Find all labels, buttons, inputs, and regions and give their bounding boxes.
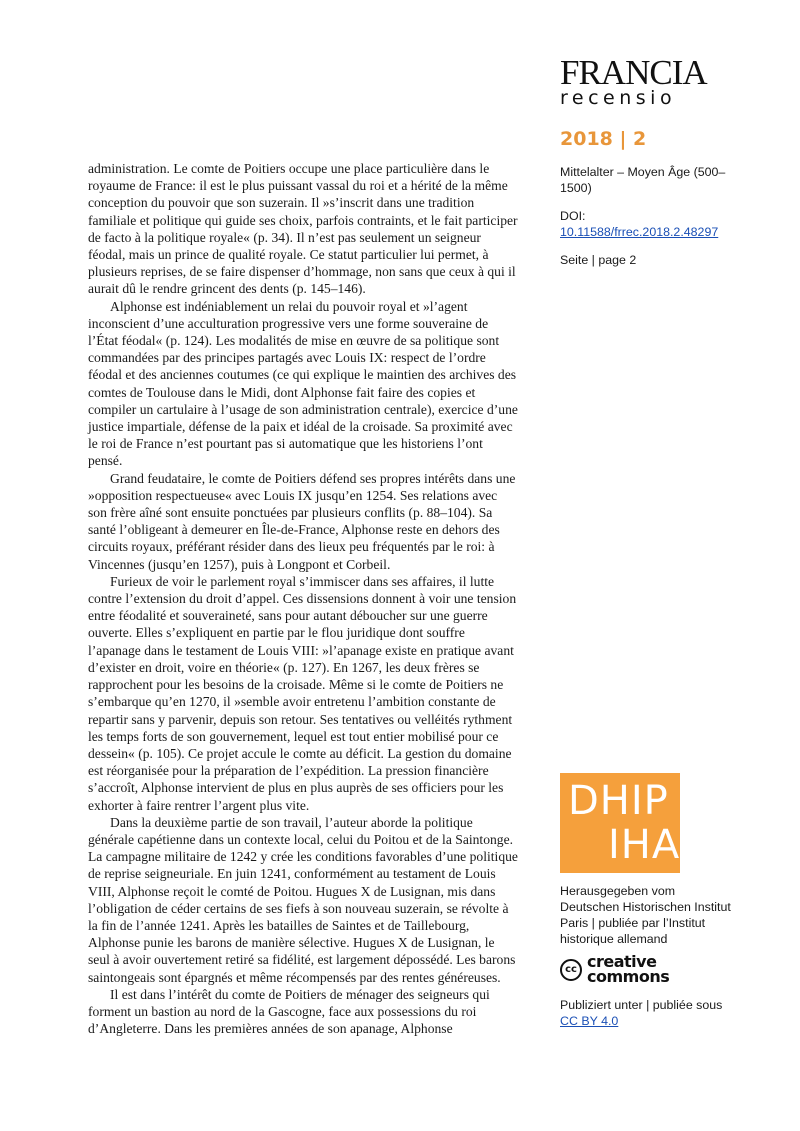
paragraph: Furieux de voir le parlement royal s’immiscer dans ses affaires, il lutte contre l’extension du droit d’appel. Ces dissensions donnent à voir une tension entre féodalité et souveraineté, sans pour autant déboucher sur une guerre ouverte. Elles s’expliquent en partie par le flou juridique dont souffre l’apanage dans le testament de Louis VIII: »l’apanage existe en pratique avant d’exister en droit, voire en théorie« (p. 127). En 1267, les deux frères se rapprochent pour les besoins de la croisade. Même si le comte de Poitiers ne s’embarque qu’en 1270, il »semble avoir entretenu l’ambition constante de repartir sans y parvenir, depuis son retour. Ses tentatives ou velléités rythment les temps forts de son gouvernement, lequel est tout entier mobilisé pour ce dessein« (p. 105). Ce projet accule le comte au déficit. La gestion du domaine est réorganisée pour la préparation de l’expédition. La pression financière s’accroît, Alphonse intervient de plus en plus auprès de ses officiers pour les exhorter à faire rentrer l’argent plus vite. bbox=[88, 573, 517, 813]
dhip-logo-line1: DHIP bbox=[568, 778, 669, 824]
article-body bbox=[88, 160, 518, 1037]
logo-francia: FRANCIA bbox=[560, 53, 707, 92]
license-label: Publiziert unter | publiée sous bbox=[560, 998, 723, 1012]
category-text: Mittelalter – Moyen Âge (500–1500) bbox=[560, 165, 726, 195]
cc-icon: cc bbox=[560, 959, 582, 981]
doi-link[interactable]: 10.11588/frrec.2018.2.48297 bbox=[560, 225, 719, 239]
logo-recensio: recensio bbox=[560, 87, 677, 109]
paragraph: Il est dans l’intérêt du comte de Poitiers de ménager des seigneurs qui forment un bastion au nord de la Gascogne, face aux possessions du roi d’Angleterre. Dans les premières années de son apanage, Alphonse bbox=[88, 986, 490, 1037]
page-label: Seite | page 2 bbox=[560, 253, 637, 267]
license-block bbox=[560, 997, 740, 1029]
francia-recensio-logo bbox=[560, 53, 720, 109]
paragraph: Alphonse est indéniablement un relai du pouvoir royal et »l’agent inconscient d’une acculturation progressive vers une forme souveraine de l’État féodal« (p. 124). Les modalités de mise en œuvre de sa politique sont commandées par des principes partagés avec Louis IX: respect de l’ordre féodal et des anciennes coutumes (ce qui explique le maintien des archives des comtes de Toulouse dans le Midi, dont Alphonse fait faire des copies et compiler un cartulaire à l’usage de son administration centrale), exercice d’une justice impartiale, défense de la paix et idéal de la croisade. Sa proximité avec le roi de France n’est pourtant pas si automatique que les historiens l’ont pensé. bbox=[88, 298, 518, 469]
paragraph: Dans la deuxième partie de son travail, l’auteur aborde la politique générale capétienne dans un contexte local, celui du Poitou et de la Saintonge. La campagne militaire de 1242 y crée les conditions favorables d’une politique de reprise seigneuriale. En juin 1241, conformément au testament de Louis VIII, Alphonse reçoit le comté de Poitou. Hugues X de Lusignan, mis dans l’obligation de céder certains de ses fiefs à son nouveau suzerain, se révolte à la fin de l’année 1241. Après les batailles de Saintes et de Taillebourg, Alphonse punie les barons de manière sélective. Hugues X de Lusignan, le seul à avoir ouvertement retiré sa fidélité, est largement dépossédé. Les barons saintongeais sont épargnés et même récompensés par des rentes généreuses. bbox=[88, 814, 518, 985]
paragraph: Grand feudataire, le comte de Poitiers défend ses propres intérêts dans une »opposition respectueuse« avec Louis IX jusqu’en 1254. Ses relations avec son frère aîné sont ensuite ponctuées par plusieurs conflits (p. 88–104). Sa santé l’obligeant à demeurer en Île-de-France, Alphonse reste en dehors des circuits royaux, préférant résider dans des lieux peu fréquentés par le roi: à Vincennes (jusqu’en 1257), puis à Longpont et Corbeil. bbox=[88, 470, 516, 572]
cc-logo-line2: commons bbox=[587, 967, 670, 986]
paragraph: administration. Le comte de Poitiers occupe une place particulière dans le royaume de France: il est le plus puissant vassal du roi et a hérité de la même conception du pouvoir que son suzerain. Il »s’inscrit dans une tradition familiale et politique qui guide ses choix, parfois contraints, et le fait participer de facto à la politique royale« (p. 34). Il n’est pas seulement un seigneur féodal, mais un prince de qualité royale. Ce statut particulier lui permet, à plusieurs reprises, de se faire dispenser d’hommage, non sans que ceux à qui il aurait dû le rendre grincent des dents (p. 145–146). bbox=[88, 161, 518, 297]
doi-block bbox=[560, 208, 740, 240]
license-link[interactable]: CC BY 4.0 bbox=[560, 1014, 619, 1028]
doi-label: DOI: bbox=[560, 209, 586, 223]
creative-commons-logo bbox=[560, 952, 700, 988]
dhip-logo-line2: IHA bbox=[608, 822, 681, 868]
issue-number: 2018 | 2 bbox=[560, 128, 647, 150]
publisher-text: Herausgegeben vom Deutschen Historischen Institut Paris | publiée par l’Institut historique allemand bbox=[560, 884, 731, 946]
dhip-iha-logo bbox=[560, 773, 680, 873]
cc-logo-line1: creative bbox=[587, 952, 657, 971]
